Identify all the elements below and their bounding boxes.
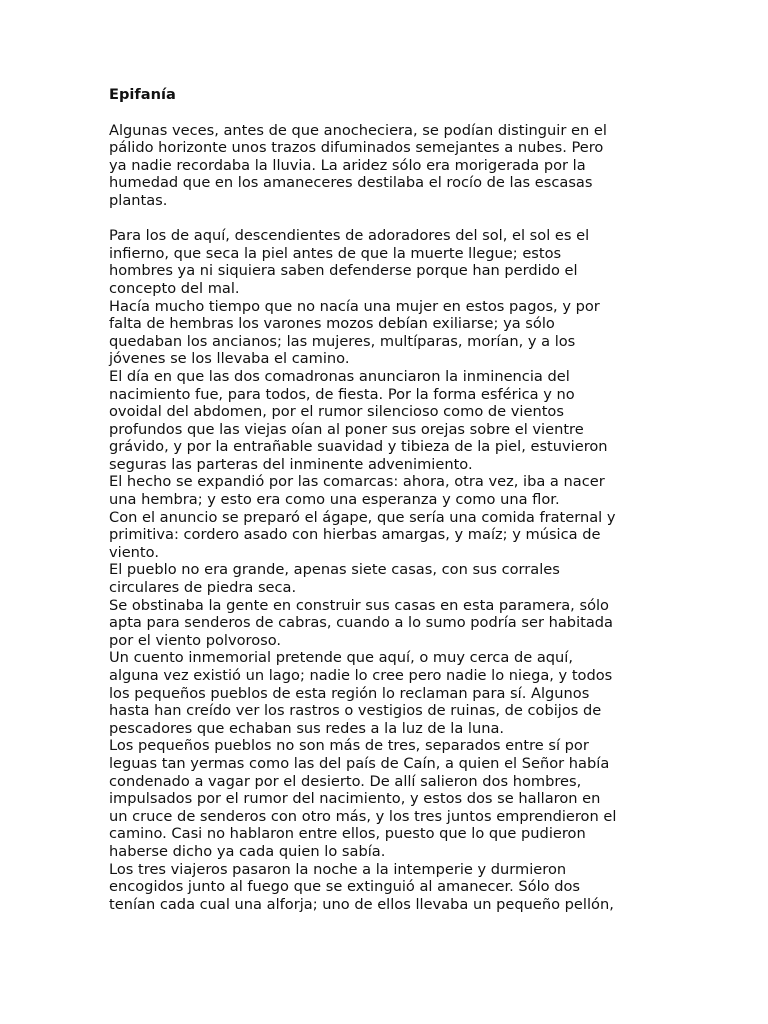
paragraph-2: Para los de aquí, descendientes de adoradores del sol, el sol es el infierno, que seca la piel antes de que la muerte llegue; estos hombres ya ni siquiera saben defenderse porque han perdido el concepto del mal. (109, 227, 590, 297)
paragraph-5: El hecho se expandió por las comarcas: ahora, otra vez, iba a nacer una hembra; y esto era como una esperanza y como una flor. (109, 473, 605, 509)
paragraph-11: Los tres viajeros pasaron la noche a la intemperie y durmieron encogidos junto al fuego que se extinguió al amanecer. Sólo dos tenían cada cual una alforja; uno de ellos llevaba un pequeño pellón, (109, 860, 614, 913)
paragraph-1: Algunas veces, antes de que anocheciera, se podían distinguir en el pálido horizonte unos trazos difuminados semejantes a nubes. Pero ya nadie recordaba la lluvia. La aridez sólo era morigerada por la humedad que en los amaneceres destilaba el rocío de las escasas plantas. (109, 121, 607, 209)
paragraph-gap (109, 210, 669, 228)
paragraph-6: Con el anuncio se preparó el ágape, que sería una comida fraternal y primitiva: cordero asado con hierbas amargas, y maíz; y música de viento. (109, 508, 616, 561)
paragraph-8: Se obstinaba la gente en construir sus casas en esta paramera, sólo apta para senderos de cabras, cuando a lo sumo podría ser habitada por el viento polvoroso. (109, 596, 613, 649)
paragraph-4: El día en que las dos comadronas anunciaron la inminencia del nacimiento fue, para todos, de fiesta. Por la forma esférica y no ovoidal del abdomen, por el rumor silencioso como de vientos profundos que las viejas oían al poner sus orejas sobre el vientre grávido, y por la entrañable suavidad y tibieza de la piel, estuvieron seguras las parteras del inminente advenimiento. (109, 367, 608, 473)
paragraph-9: Un cuento inmemorial pretende que aquí, o muy cerca de aquí, alguna vez existió un lago; nadie lo cree pero nadie lo niega, y todos los pequeños pueblos de esta región lo reclaman para sí. Algunos hasta han creído ver los rastros o vestigios de ruinas, de cobijos de pescadores que echaban sus redes a la luz de la luna. (109, 649, 613, 737)
paragraph-7: El pueblo no era grande, apenas siete casas, con sus corrales circulares de piedra seca. (109, 561, 560, 597)
paragraph-10: Los pequeños pueblos no son más de tres, separados entre sí por leguas tan yermas como las del país de Caín, a quien el Señor había condenado a vagar por el desierto. De allí salieron dos hombres, impulsados por el rumor del nacimiento, y estos dos se hallaron en un cruce de senderos con otro más, y los tres juntos emprendieron el camino. Casi no hablaron entre ellos, puesto que lo que pudieron haberse dicho ya cada quien lo sabía. (109, 737, 617, 860)
document-title: Epifanía (109, 86, 176, 103)
paragraph-3: Hacía mucho tiempo que no nacía una mujer en estos pagos, y por falta de hembras los varones mozos debían exiliarse; ya sólo quedaban los ancianos; las mujeres, multíparas, morían, y a los jóvenes se los llevaba el camino. (109, 297, 600, 368)
document-page (109, 86, 669, 913)
